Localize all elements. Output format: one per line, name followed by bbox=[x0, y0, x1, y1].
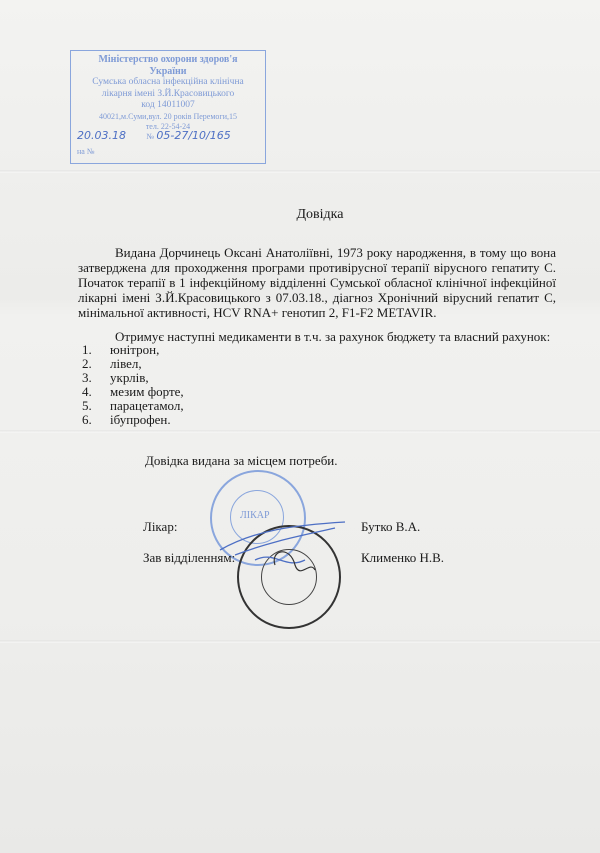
medications-intro: Отримує наступні медикаменти в т.ч. за рахунок бюджету та власний рахунок: bbox=[115, 329, 551, 344]
letterhead-stamp bbox=[70, 50, 266, 164]
document-title: Довідка bbox=[296, 207, 344, 222]
medication-name: мезим форте, bbox=[110, 384, 184, 399]
medication-name: лівел, bbox=[110, 356, 142, 371]
medication-number: 1. bbox=[82, 342, 92, 357]
medication-item bbox=[82, 413, 184, 427]
country: України bbox=[149, 65, 187, 77]
ministry-name: Міністерство охорони здоров'я bbox=[98, 54, 238, 65]
outgoing-number: 05-27/10/165 bbox=[156, 128, 231, 142]
issued-note: Довідка видана за місцем потреби. bbox=[145, 453, 338, 468]
doctor-seal: ЛІКАР bbox=[210, 470, 306, 566]
hospital-name: Сумська обласна інфекційна клінічна bbox=[92, 77, 244, 87]
document-body bbox=[78, 245, 556, 320]
medication-name: юнітрон, bbox=[110, 342, 160, 357]
outgoing-date: 20.03.18 bbox=[77, 128, 126, 142]
medication-name: укрлів, bbox=[110, 370, 149, 385]
medication-item bbox=[82, 385, 184, 399]
medication-item bbox=[82, 357, 184, 371]
number-label: № bbox=[146, 131, 154, 141]
medication-item bbox=[82, 371, 184, 385]
hospital-name-2: лікарня імені З.Й.Красовицького bbox=[101, 88, 235, 99]
medication-name: ібупрофен. bbox=[110, 412, 171, 427]
certificate-paragraph: Видана Дорчинець Оксані Анатоліївні, 1973 року народження, в тому що вона затверджена для проходження програми противірусної терапії вірусного гепатиту С. Початок терапії в 1 інфекційному відділенні Сумської обласної клінічної інфекційної лікарні імені З.Й.Красовицького з 07.03.18., діагноз Хронічний вірусний гепатит С, мінімальної активності, HCV RNA+ генотип 2, F1-F2 METAVIR. bbox=[78, 245, 556, 320]
reference-label: на № bbox=[77, 147, 95, 156]
medications-list bbox=[82, 343, 184, 427]
signature bbox=[215, 520, 355, 580]
medication-number: 6. bbox=[82, 412, 92, 427]
doctor-name: Бутко В.А. bbox=[361, 519, 421, 534]
head-label: Зав відділенням: bbox=[143, 550, 236, 565]
medication-item bbox=[82, 399, 184, 413]
doctor-label: Лікар: bbox=[143, 519, 178, 534]
head-name: Клименко Н.В. bbox=[361, 550, 445, 565]
medication-number: 2. bbox=[82, 356, 92, 371]
medication-item bbox=[82, 343, 184, 357]
hospital-address: 40021,м.Суми,вул. 20 років Перемоги,15 bbox=[99, 111, 237, 121]
medication-number: 3. bbox=[82, 370, 92, 385]
medication-name: парацетамол, bbox=[110, 398, 184, 413]
hospital-phone: тел. 22-54-24 bbox=[145, 121, 191, 131]
hospital-code: код 14011007 bbox=[141, 100, 195, 110]
medication-number: 4. bbox=[82, 384, 92, 399]
fold-line bbox=[0, 170, 600, 173]
fold-line bbox=[0, 430, 600, 433]
medication-number: 5. bbox=[82, 398, 92, 413]
fold-line bbox=[0, 640, 600, 643]
